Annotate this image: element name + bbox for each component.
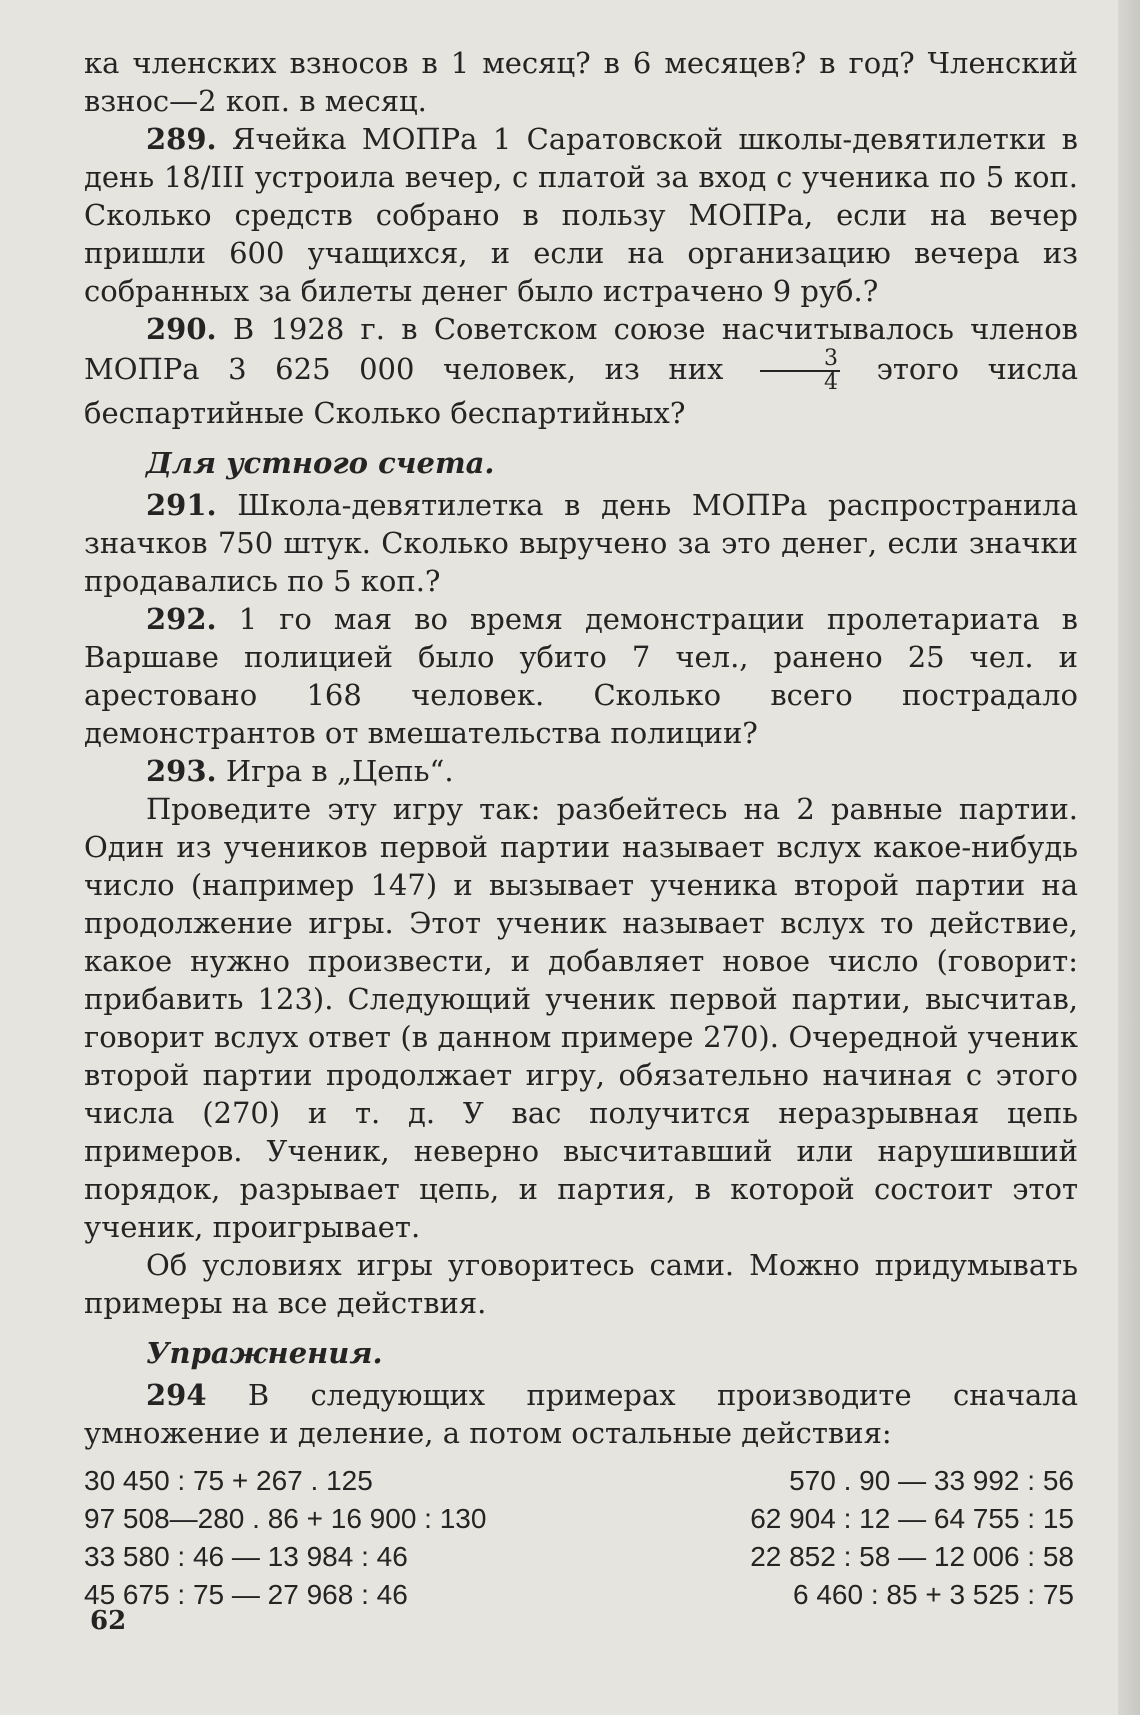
problem-289 [84, 120, 1078, 310]
page-number: 62 [90, 1606, 127, 1636]
exercise-left: 33 580 : 46 — 13 984 : 46 [84, 1541, 408, 1572]
fraction-numerator: 3 [760, 348, 840, 372]
section-heading-oral: Для устного счета. [146, 446, 495, 480]
exercise-right: 6 460 : 85 + 3 525 : 75 [792, 1579, 1074, 1610]
problem-number: 289. [146, 122, 217, 156]
problem-text: В следующих примерах производите сначала умножение и деление, а потом остальные действия: [84, 1378, 1078, 1450]
problem-291 [84, 486, 1078, 600]
problem-293 [84, 752, 1078, 790]
exercise-grid [84, 1462, 1078, 1614]
problem-294 [84, 1376, 1078, 1452]
problem-text: Ячейка МОПРа 1 Саратовской школы-девятилетки в день 18/III устроила вечер, с платой за вход с ученика по 5 коп. Сколько средств собрано в пользу МОПРа, если на вечер пришли 600 учащихся, и если на организацию вечера из собранных за билеты денег было истрачено 9 руб.? [84, 122, 1079, 308]
problem-number: 290. [146, 312, 217, 346]
fraction [760, 348, 840, 394]
page-edge-shadow [1118, 0, 1140, 1715]
problem-number: 294 [146, 1378, 207, 1412]
problem-text: Школа-девятилетка в день МОПРа распространила значков 750 штук. Сколько выручено за это денег, если значки продавались по 5 коп.? [84, 488, 1079, 598]
problem-292 [84, 600, 1078, 752]
exercise-left: 45 675 : 75 — 27 968 : 46 [84, 1579, 408, 1610]
problem-text: 1 го мая во время демонстрации пролетариата в Варшаве полицией было убито 7 чел., ранено 25 чел. и арестовано 168 человек. Сколько всего пострадало демонстрантов от вмешательства полиции? [84, 602, 1078, 750]
problem-290 [84, 310, 1078, 432]
exercise-right: 570 . 90 — 33 992 : 56 [789, 1465, 1074, 1496]
paragraph-continued: ка членских взносов в 1 месяц? в 6 месяцев? в год? Членский взнос—2 коп. в месяц. [84, 46, 1078, 118]
page-content [84, 44, 1078, 1614]
game-rules: Об условиях игры уговоритесь сами. Можно придумывать примеры на все действия. [84, 1248, 1078, 1320]
exercise-right: 22 852 : 58 — 12 006 : 58 [750, 1541, 1074, 1572]
problem-number: 293. [146, 754, 217, 788]
exercise-right: 62 904 : 12 — 64 755 : 15 [750, 1503, 1074, 1534]
game-description: Проведите эту игру так: разбейтесь на 2 равные партии. Один из учеников первой партии называет вслух какое-нибудь число (например 147) и вызывает ученика второй партии на продолжение игры. Этот ученик называет вслух то действие, какое нужно произвести, и добавляет новое число (говорит: прибавить 123). Следующий ученик первой партии, высчитав, говорит вслух ответ (в данном примере 270). Очередной ученик второй партии продолжает игру, обязательно начиная с этого числа (270) и т. д. У вас получится неразрывная цепь примеров. Ученик, неверно высчитавший или нарушивший порядок, разрывает цепь, и партия, в которой состоит этот ученик, проигрывает. [84, 792, 1078, 1244]
exercise-left: 30 450 : 75 + 267 . 125 [84, 1465, 373, 1496]
section-heading-exercises: Упражнения. [146, 1336, 383, 1370]
fraction-denominator: 4 [824, 370, 838, 395]
problem-text-end: этого числа беспартийные Сколько беспартийных? [84, 352, 1079, 430]
problem-number: 291. [146, 488, 217, 522]
exercise-left: 97 508—280 . 86 + 16 900 : 130 [84, 1503, 487, 1534]
problem-text-start: В 1928 г. в Советском союзе насчитывалось членов МОПРа 3 625 000 человек, из них [84, 312, 1078, 386]
problem-title: Игра в „Цепь“. [225, 754, 454, 788]
problem-number: 292. [146, 602, 217, 636]
